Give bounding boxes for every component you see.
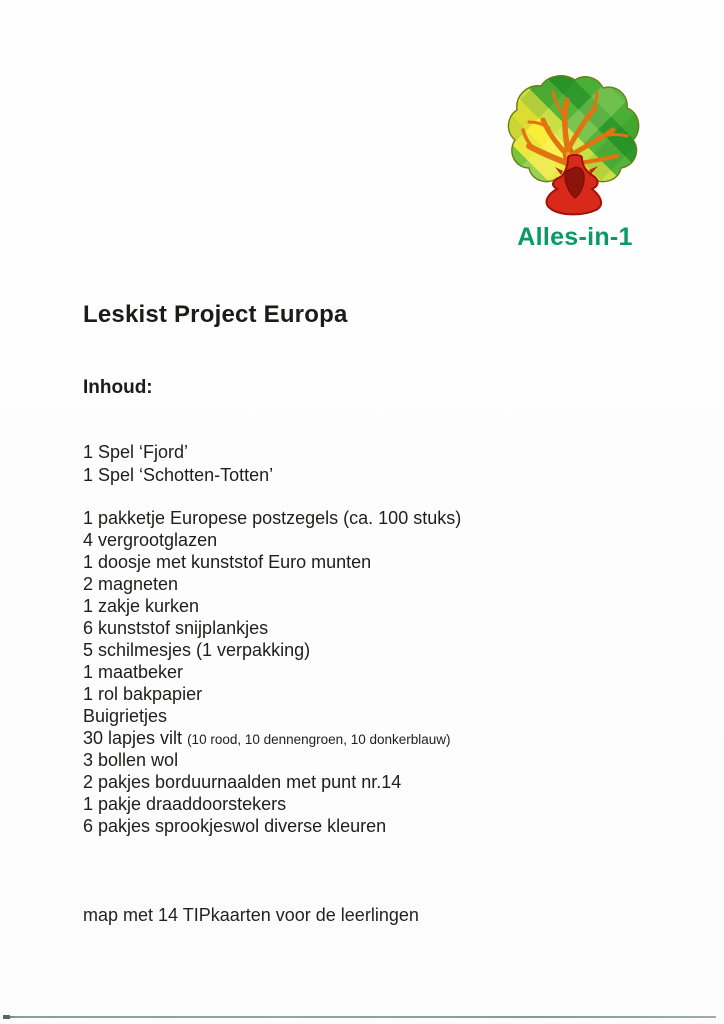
scan-edge-line [3,1016,716,1018]
list-item: Buigrietjes [83,706,168,726]
list-item: 1 zakje kurken [83,596,200,616]
games-list [83,441,273,487]
list-item [83,727,461,749]
supplies-list [83,507,461,837]
list-item: 1 pakje draaddoorstekers [83,794,287,814]
list-item-note: (10 rood, 10 dennengroen, 10 donkerblauw) [187,732,451,747]
list-item: 1 Spel ‘Fjord’ [83,442,189,462]
list-item: 3 bollen wol [83,750,179,770]
list-item: 6 kunststof snijplankjes [83,618,269,638]
list-item: 4 vergrootglazen [83,530,218,550]
section-heading: Inhoud: [83,377,153,398]
list-item-text: 30 lapjes vilt [83,728,188,748]
brand-initial: A [517,223,536,251]
list-item: 5 schilmesjes (1 verpakking) [83,640,311,660]
list-item: 1 Spel ‘Schotten-Totten’ [83,465,274,485]
list-item: 2 magneten [83,574,179,594]
page-title: Leskist Project Europa [83,301,348,328]
list-item: 1 pakketje Europese postzegels (ca. 100 stuks) [83,508,462,528]
alles-in-1-logo [503,72,647,252]
brand-wordmark [503,223,647,252]
brand-middle: lles-in- [535,223,619,251]
list-item: 1 rol bakpapier [83,684,203,704]
list-item: 1 maatbeker [83,662,184,682]
list-item: 2 pakjes borduurnaalden met punt nr.14 [83,772,402,792]
list-item: 1 doosje met kunststof Euro munten [83,552,372,572]
brand-end: 1 [618,223,633,251]
footer-note: map met 14 TIPkaarten voor de leerlingen [83,905,419,925]
tree-logo-icon [505,72,645,222]
list-item: 6 pakjes sprookjeswol diverse kleuren [83,816,387,836]
